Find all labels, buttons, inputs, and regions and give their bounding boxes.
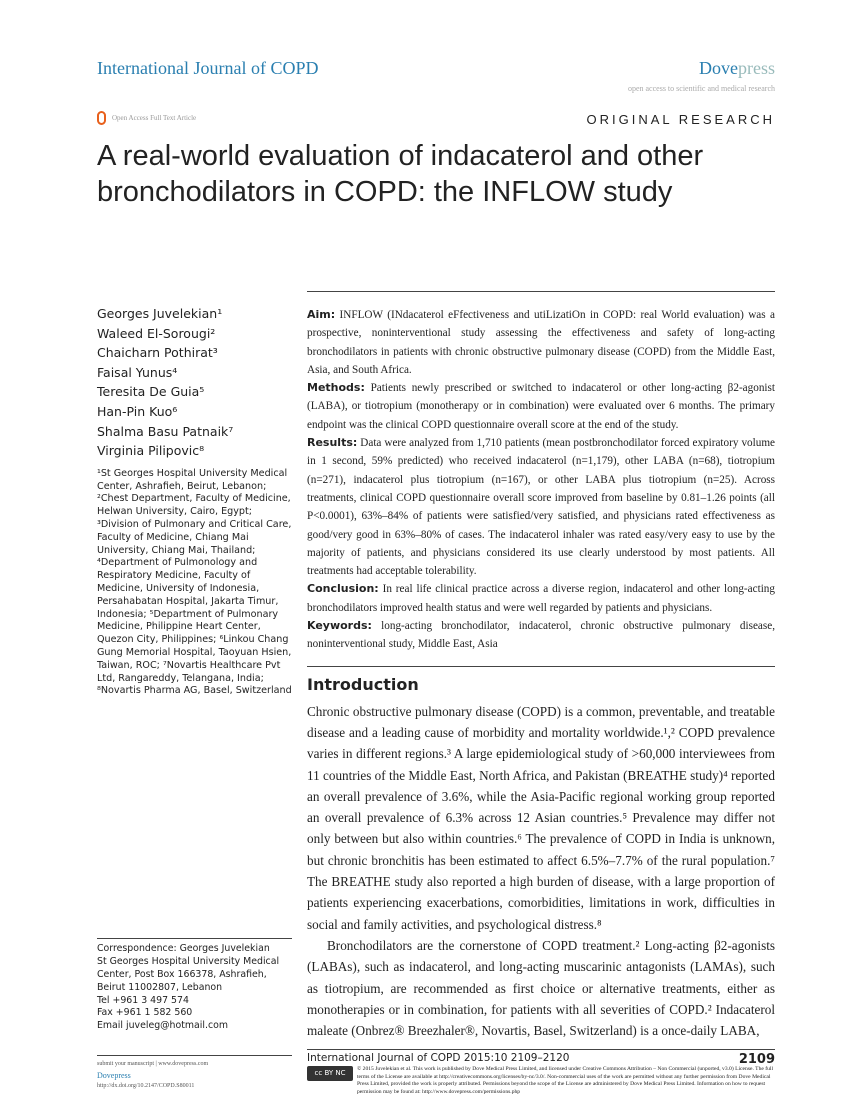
abstract-label: Results:	[307, 436, 358, 450]
publisher-name-b: press	[738, 58, 775, 78]
page-number: 2109	[738, 1052, 775, 1068]
left-column	[97, 304, 292, 1104]
abstract	[307, 291, 775, 654]
author: Chaicharn Pothirat³	[97, 345, 218, 361]
publisher-tagline: open access to scientific and medical research	[627, 84, 775, 93]
open-access-icon	[97, 111, 106, 125]
article-type: ORIGINAL RESEARCH	[586, 112, 775, 127]
open-access-text: Open Access Full Text Article	[112, 114, 197, 122]
correspondence	[97, 938, 292, 1033]
abstract-text: long-acting bronchodilator, indacaterol, chronic obstructive pulmonary disease, noninterventional study, Middle East, Asia	[307, 620, 775, 651]
open-access-label	[97, 111, 196, 125]
citation: International Journal of COPD 2015:10 2109–2120	[307, 1052, 570, 1065]
spacer	[307, 1041, 775, 1049]
author: Faisal Yunus⁴	[97, 364, 178, 380]
doi-link[interactable]: http://dx.doi.org/10.2147/COPD.S80011	[97, 1083, 195, 1089]
author-list	[97, 304, 292, 461]
submit-manuscript-link[interactable]: submit your manuscript | www.dovepress.com	[97, 1061, 209, 1067]
correspondence-email[interactable]: Email juveleg@hotmail.com	[97, 1020, 228, 1032]
publisher-logo	[699, 58, 775, 79]
introduction-body	[307, 701, 775, 1042]
footer-publisher: Dovepress	[97, 1071, 131, 1080]
license	[307, 1066, 775, 1096]
author: Shalma Basu Patnaik⁷	[97, 423, 234, 439]
spacer	[97, 698, 292, 706]
abstract-label: Conclusion:	[307, 582, 379, 596]
author: Virginia Pilipovic⁸	[97, 443, 205, 459]
correspondence-tel: Tel +961 3 497 574	[97, 994, 189, 1006]
license-text: © 2015 Juvelekian et al. This work is published by Dove Medical Press Limited, and licensed under Creative Commons Attribution – Non Commercial (unported, v3.0) License. The full terms of the License are available at http://creativecommons.org/licenses/by-nc/3.0/. Non-commercial uses of the work are permitted without any further permission from Dove Medical Press Limited, provided the work is properly attributed. Permissions beyond the scope of the License are administered by Dove Medical Press Limited. Information on how to request permission may be found at: http://www.dovepress.com/permissions.php	[357, 1066, 774, 1095]
section-heading-introduction: Introduction	[307, 666, 775, 695]
abstract-label: Methods:	[307, 381, 365, 395]
author: Teresita De Guia⁵	[97, 384, 205, 400]
paper-title: A real-world evaluation of indacaterol and other bronchodilators in COPD: the INFLOW study	[97, 140, 704, 208]
abstract-methods	[307, 379, 775, 434]
abstract-label: Keywords:	[307, 619, 372, 633]
abstract-text: Patients newly prescribed or switched to indacaterol or other long-acting β2-agonist (LABA), or tiotropium (monotherapy or in combination) were evaluated over 6 months. The primary endpoint was the clinical COPD questionnaire overall score at the end of the study.	[307, 382, 775, 431]
paragraph: Chronic obstructive pulmonary disease (COPD) is a common, preventable, and treatable disease and a leading cause of morbidity and mortality worldwide.¹,² COPD prevalence varies in different regions.³ A large epidemiological study of >60,000 interviewees from 11 countries of the Middle East, North Africa, and Pakistan (BREATHE study)⁴ reported an overall prevalence of 3.6%, while the Asia-Pacific regional working group reported an overall prevalence of 6.3% across 12 Asian countries.⁵ Prevalence may differ not only between but also within countries.⁶ The prevalence of COPD in India is unknown, but chronic bronchitis has been estimated to affect 6.5%–7.7% of the rural population.⁷ The BREATHE study also reported a high burden of disease, with a large proportion of patients experiencing exacerbations, comorbidities, limitations in work, difficulties in social and family activities, and psychological distress.⁸	[307, 703, 775, 932]
abstract-text: Data were analyzed from 1,710 patients (mean postbronchodilator forced expiratory volume in 1 second, 59% predicted) who received indacaterol (n=1,179), other LABA (n=68), tiotropium (n=271), indacaterol plus tiotropium (n=167), or other LABA plus tiotropium (n=25). Across treatments, clinical COPD questionnaire overall score improved from baseline by 0.81–1.26 points (all P<0.0001), 63%–84% of patients were satisfied/very satisfied, and physicians rated effectiveness as good/very good in 63%–80% of cases. The indacaterol inhaler was rated easy/very easy to use by the majority of patients, and physicians considered its use clearly understood by most patients. All treatments had acceptable tolerability.	[307, 437, 775, 578]
abstract-text: In real life clinical practice across a diverse region, indacaterol and other long-acting bronchodilators improved health status and were well regarded by patients and physicians.	[307, 583, 775, 614]
journal-name: International Journal of COPD	[97, 58, 319, 78]
abstract-label: Aim:	[307, 308, 336, 321]
paragraph: Bronchodilators are the cornerstone of COPD treatment.² Long-acting β2-agonists (LABAs), such as indacaterol, and long-acting muscarinic antagonists (LAMAs), such as tiotropium, are recommended as first choice or alternative treatments, either as monotherapies or in combination, for patients with all severities of COPD.² Indacaterol maleate (Onbrez® Breezhaler®, Novartis, Basel, Switzerland) is a once-daily LABA,	[307, 937, 775, 1039]
abstract-text: INFLOW (INdacaterol eFfectiveness and utiLizatiOn in COPD: real World evaluation) was a prospective, noninterventional study assessing the effectiveness and safety of long-acting bronchodilators in patients with chronic obstructive pulmonary disease (COPD) from the Middle East, Asia, and South Africa.	[307, 309, 775, 376]
correspondence-fax: Fax +961 1 582 560	[97, 1007, 193, 1019]
abstract-aim	[307, 306, 775, 379]
right-column	[307, 291, 775, 1104]
affiliations: ¹St Georges Hospital University Medical Center, Ashrafieh, Beirut, Lebanon; ²Chest Department, Faculty of Medicine, Helwan University, Cairo, Egypt; ³Division of Pulmonary and Critical Care, Faculty of Medicine, Chiang Mai University, Chiang Mai, Thailand; ⁴Department of Pulmonology and Respiratory Medicine, Faculty of Medicine, University of Indonesia, Persahabatan Hospital, Jakarta Timur, Indonesia; ⁵Department of Pulmonary Medicine, Philippine Heart Center, Quezon City, Philippines; ⁶Linkou Chang Gung Memorial Hospital, Taoyuan Hsien, Taiwan, ROC; ⁷Novartis Healthcare Pvt Ltd, Rangareddy, Telangana, India; ⁸Novartis Pharma AG, Basel, Switzerland	[97, 467, 292, 697]
footer-left	[97, 1055, 292, 1104]
publisher-name-a: Dove	[699, 58, 738, 78]
author: Georges Juvelekian¹	[97, 306, 223, 321]
author: Han-Pin Kuo⁶	[97, 403, 178, 419]
correspondence-address: St Georges Hospital University Medical Center, Post Box 166378, Ashrafieh, Beirut 11002807, Lebanon	[97, 956, 280, 993]
correspondence-author: Correspondence: Georges Juvelekian	[97, 943, 270, 955]
author: Waleed El-Sorougi²	[97, 325, 216, 341]
abstract-keywords	[307, 617, 775, 654]
abstract-conclusion	[307, 580, 775, 617]
cc-license-icon: cc BY NC	[307, 1066, 353, 1081]
abstract-results	[307, 434, 775, 580]
footer-right	[307, 1049, 775, 1104]
